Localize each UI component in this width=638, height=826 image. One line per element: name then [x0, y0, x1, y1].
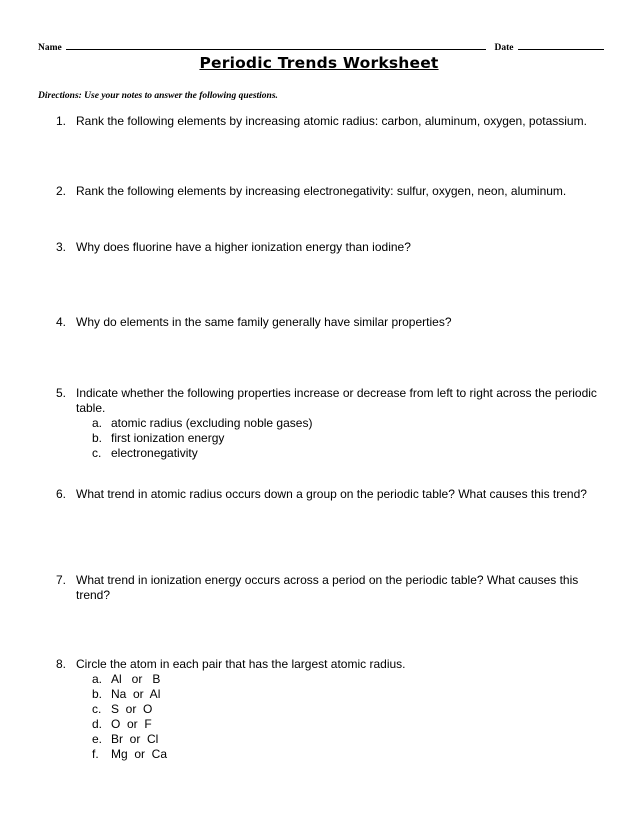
sub-item-letter: c. — [92, 702, 102, 716]
question-text: Indicate whether the following properties increase or decrease from left to right across the periodic table. — [76, 386, 597, 415]
question-number: 4. — [56, 315, 67, 329]
sub-item — [92, 747, 604, 762]
sub-item — [92, 732, 604, 747]
sub-item-letter: c. — [92, 446, 102, 460]
question-6 — [56, 487, 604, 502]
sub-item-text: O or F — [111, 717, 152, 731]
question-number: 2. — [56, 184, 67, 198]
sub-item — [92, 702, 604, 717]
question-text: What trend in atomic radius occurs down a group on the periodic table? What causes this trend? — [76, 487, 587, 501]
directions: Directions: Use your notes to answer the following questions. — [38, 91, 278, 101]
sub-item-text: Al or B — [111, 672, 161, 686]
question-1 — [56, 114, 604, 129]
sub-item-text: atomic radius (excluding noble gases) — [111, 416, 313, 430]
sub-item-letter: b. — [92, 431, 103, 445]
page-title: Periodic Trends Worksheet — [199, 54, 439, 72]
header-line — [38, 40, 604, 53]
sub-item — [92, 416, 604, 431]
question-number: 5. — [56, 386, 67, 400]
question-text: Rank the following elements by increasing atomic radius: carbon, aluminum, oxygen, potassium. — [76, 114, 587, 128]
question-3 — [56, 240, 604, 255]
sub-item-letter: a. — [92, 672, 103, 686]
question-text: Rank the following elements by increasing electronegativity: sulfur, oxygen, neon, aluminum. — [76, 184, 567, 198]
question-text: What trend in ionization energy occurs across a period on the periodic table? What causes this trend? — [76, 573, 579, 602]
question-5 — [56, 386, 604, 461]
sub-item-letter: f. — [92, 747, 99, 761]
sub-item — [92, 717, 604, 732]
question-4 — [56, 315, 604, 330]
question-number: 7. — [56, 573, 67, 587]
question-number: 3. — [56, 240, 67, 254]
sub-item-text: Br or Cl — [111, 732, 159, 746]
name-label: Name — [38, 43, 62, 53]
question-2 — [56, 184, 604, 199]
sub-item — [92, 446, 604, 461]
sub-item — [92, 672, 604, 687]
question-number: 6. — [56, 487, 67, 501]
question-text: Why does fluorine have a higher ionization energy than iodine? — [76, 240, 411, 254]
sub-item-letter: d. — [92, 717, 103, 731]
sub-item-text: Mg or Ca — [111, 747, 168, 761]
sub-item — [92, 687, 604, 702]
sub-item-letter: e. — [92, 732, 103, 746]
question-number: 8. — [56, 657, 67, 671]
question-text: Circle the atom in each pair that has the largest atomic radius. — [76, 657, 406, 671]
question-text: Why do elements in the same family generally have similar properties? — [76, 315, 452, 329]
sub-item-text: electronegativity — [111, 446, 198, 460]
question-number: 1. — [56, 114, 67, 128]
sub-item-text: Na or Al — [111, 687, 161, 701]
sub-item-text: S or O — [111, 702, 153, 716]
date-label: Date — [494, 43, 514, 53]
sub-item-text: first ionization energy — [111, 431, 225, 445]
question-7 — [56, 573, 604, 603]
sub-item-letter: a. — [92, 416, 103, 430]
sub-item — [92, 431, 604, 446]
name-blank — [66, 40, 486, 50]
date-blank — [518, 40, 604, 50]
question-8 — [56, 657, 604, 762]
sub-item-letter: b. — [92, 687, 103, 701]
